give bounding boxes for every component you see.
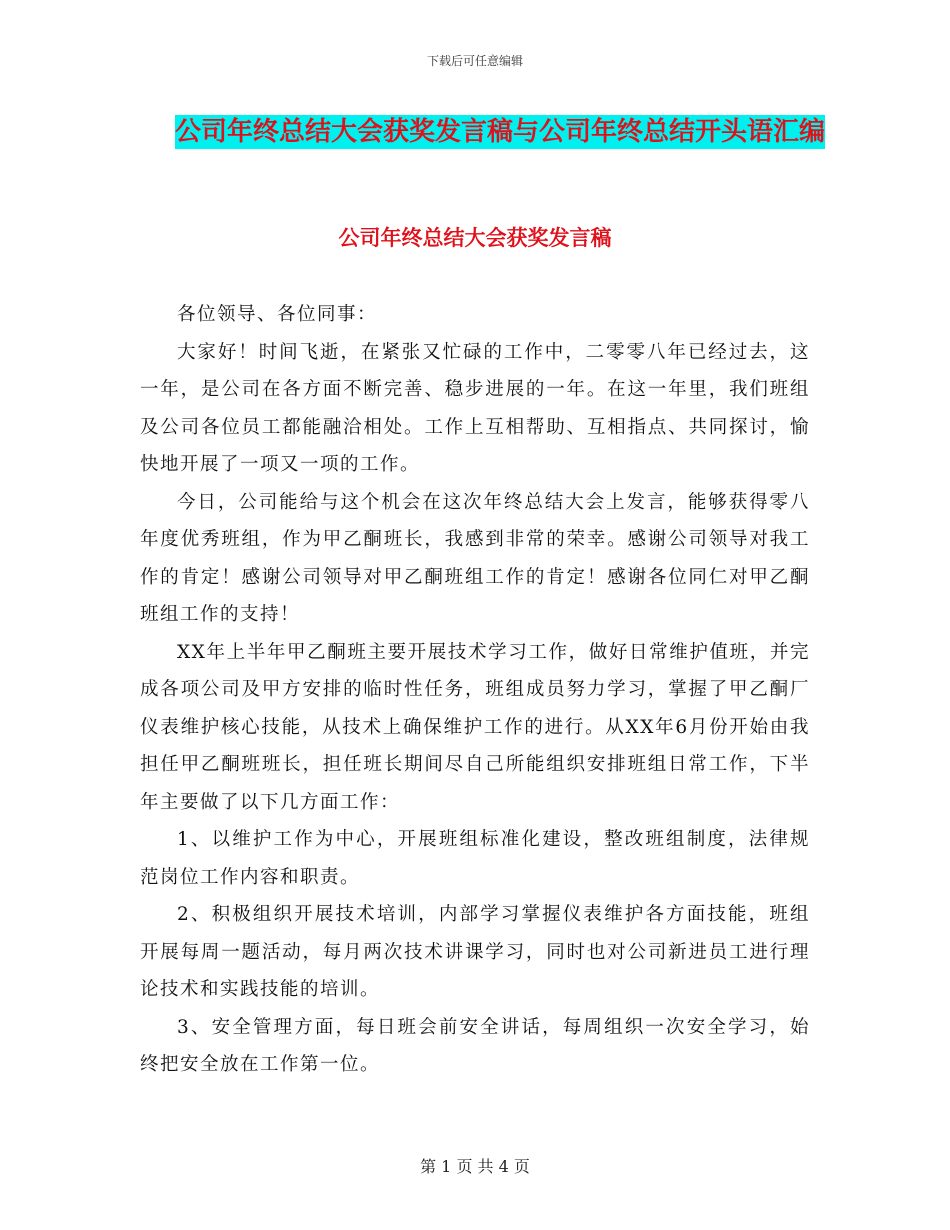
page-number: 第 1 页 共 4 页 <box>420 1157 530 1176</box>
document-title-text: 公司年终总结大会获奖发言稿与公司年终总结开头语汇编 <box>174 117 825 147</box>
body-paragraph: 大家好！时间飞逝，在紧张又忙碌的工作中，二零零八年已经过去，这一年，是公司在各方面不断完善、稳步进展的一年。在这一年里，我们班组及公司各位员工都能融洽相处。工作上互相帮助、互相指点、共同探讨，愉快地开展了一项又一项的工作。 <box>140 341 810 475</box>
salutation-paragraph: 各位领导、各位同事： <box>177 304 378 325</box>
document-body <box>140 296 810 1084</box>
body-paragraph: XX年上半年甲乙酮班主要开展技术学习工作，做好日常维护值班，并完成各项公司及甲方安排的临时性任务，班组成员努力学习，掌握了甲乙酮厂仪表维护核心技能，从技术上确保维护工作的进行。从XX年6月份开始由我担任甲乙酮班班长，担任班长期间尽自己所能组织安排班组日常工作，下半年主要做了以下几方面工作： <box>140 641 810 813</box>
document-title <box>140 110 860 154</box>
section-title: 公司年终总结大会获奖发言稿 <box>338 226 612 250</box>
page-header-note: 下载后可任意编辑 <box>426 54 523 68</box>
body-paragraph: 今日，公司能给与这个机会在这次年终总结大会上发言，能够获得零八年度优秀班组，作为甲乙酮班长，我感到非常的荣幸。感谢公司领导对我工作的肯定！感谢公司领导对甲乙酮班组工作的肯定！感谢各位同仁对甲乙酮班组工作的支持！ <box>140 491 810 625</box>
list-item-paragraph: 3、安全管理方面，每日班会前安全讲话，每周组织一次安全学习，始终把安全放在工作第一位。 <box>140 1016 810 1075</box>
list-item-paragraph: 1、以维护工作为中心，开展班组标准化建设，整改班组制度，法律规范岗位工作内容和职责。 <box>140 829 810 888</box>
list-item-paragraph: 2、积极组织开展技术培训，内部学习掌握仪表维护各方面技能，班组开展每周一题活动，每月两次技术讲课学习，同时也对公司新进员工进行理论技术和实践技能的培训。 <box>140 904 810 1000</box>
